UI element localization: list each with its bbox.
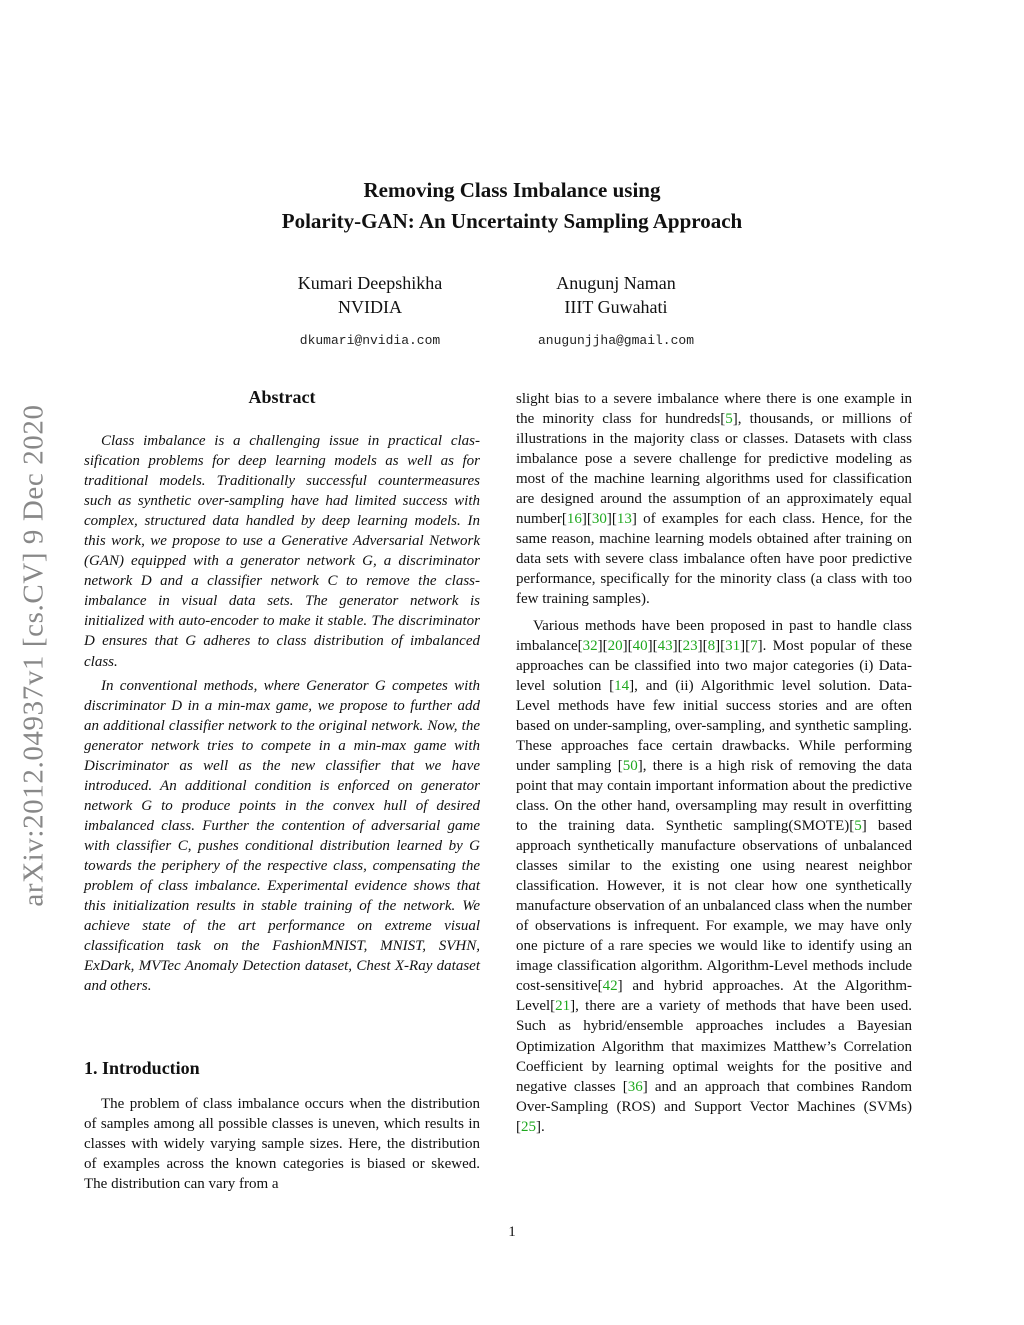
citation-link[interactable]: 25 bbox=[521, 1118, 536, 1135]
citation-link[interactable]: 40 bbox=[632, 637, 648, 654]
abstract-body bbox=[84, 431, 480, 996]
author-block-2 bbox=[486, 271, 746, 353]
author-name: Anugunj Naman bbox=[556, 273, 676, 293]
citation-link[interactable]: 13 bbox=[616, 511, 632, 528]
citation-link[interactable]: 50 bbox=[622, 757, 638, 774]
right-paragraph-2: Various methods have been proposed in past to handle class imbalance[32][20][40][43][23][8][31][7]. Most popular of these approaches can be classified into two major categories (i) Data-level solution [14], and (ii) Algorithmic level solution. Data-Level methods have few initial success stories and are often based on under-sampling, over-sampling, and synthetic sampling. These approaches face certain drawbacks. While performing under sampling [50], there is a high risk of removing the data point that may contain important information about the predictive class. On the other hand, oversampling may result in overfitting to the training data. Synthetic sampling(SMOTE)[5] based approach synthetically manufacture observations of unbalanced classes similar to the existing one using nearest neighbor classification. However, it is not clear how one synthetically manufacture observation of an unbalanced class when the number of observations is infrequent. For example, we may have only one picture of a rare species we would like to identify using an image classification algorithm. Algorithm-Level methods include cost-sensitive[42] and hybrid approaches. At the Algorithm-Level[21], there are a variety of methods that have been used. Such as hybrid/ensemble approaches includes a Bayesian Optimization Algorithm that maximizes Matthew’s Correlation Coefficient by learning optimal weights for the positive and negative classes [36] and an approach that combines Random Over-Sampling (ROS) and Support Vector Machines (SVMs)[25]. bbox=[516, 617, 912, 1135]
arxiv-stamp-text: arXiv:2012.04937v1 [cs.CV] 9 Dec 2020 bbox=[17, 403, 50, 907]
citation-link[interactable]: 43 bbox=[657, 637, 673, 654]
citation-link[interactable]: 16 bbox=[566, 511, 582, 528]
author-block-1 bbox=[240, 271, 500, 353]
title-line-2: Polarity-GAN: An Uncertainty Sampling Approach bbox=[281, 209, 743, 233]
citation-link[interactable]: 8 bbox=[707, 637, 716, 654]
citation-link[interactable]: 14 bbox=[614, 677, 630, 694]
citation-link[interactable]: 31 bbox=[725, 637, 741, 654]
right-column bbox=[516, 389, 912, 1137]
page-number: 1 bbox=[508, 1224, 516, 1240]
introduction-paragraph-1: The problem of class imbalance occurs when the distribution of samples among all possible classes is uneven, which results in classes with widely varying sample sizes. Here, the distribution of examples across the known categories is biased or skewed. The distribution can vary from a bbox=[84, 1096, 480, 1193]
title-line-1: Removing Class Imbalance using bbox=[363, 178, 661, 202]
citation-link[interactable]: 30 bbox=[591, 511, 607, 528]
author-email[interactable]: anugunjjha@gmail.com bbox=[537, 333, 695, 348]
arxiv-stamp bbox=[0, 355, 68, 955]
citation-link[interactable]: 7 bbox=[750, 637, 758, 654]
abstract-paragraph-1: Class imbalance is a challenging issue in practical classification problems for deep learning models as well as for traditional models. Traditionally successful countermeasures such as synthetic over-sampling have had limited success with complex, structured data handled by deep learning models. In this work, we propose to use a Generative Adversarial Network (GAN) equipped with a generator network G, a discriminator network D and a classifier network C to remove the class-imbalance in visual data sets. The generator network is initialized with auto-encoder to make it stable. The discriminator D ensures that G adheres to class distribution of imbalanced class. bbox=[84, 433, 480, 670]
abstract-paragraph-2: In conventional methods, where Generator G competes with discriminator D in a min-max game, we propose to further add an additional classifier network to the original network. Now, the generator network tries to compete in a min-max game with Discriminator as well as the new classifier that we have introduced. An additional condition is enforced on generator network G to produce points in the convex hull of desired imbalanced class. Further the contention of adversarial game with classifier C, pushes conditional distribution learned by G towards the periphery of the respective class, compensating the problem of class imbalance. Experimental evidence shows that this initialization results in stable training of the network. We achieve state of the art performance on extreme visual classification task on the FashionMNIST, MNIST, SVHN, ExDark, MVTec Anomaly Detection dataset, Chest X-Ray dataset and others. bbox=[84, 677, 480, 995]
paper-title bbox=[0, 175, 1024, 237]
introduction-heading: 1. Introduction bbox=[84, 1058, 200, 1078]
author-affiliation: IIIT Guwahati bbox=[564, 297, 668, 317]
author-affiliation: NVIDIA bbox=[338, 297, 402, 317]
citation-link[interactable]: 5 bbox=[854, 817, 862, 834]
citation-link[interactable]: 32 bbox=[582, 637, 598, 654]
author-name: Kumari Deepshikha bbox=[297, 273, 443, 293]
introduction-body bbox=[84, 1094, 480, 1194]
citation-link[interactable]: 21 bbox=[555, 998, 571, 1015]
citation-link[interactable]: 20 bbox=[607, 637, 623, 654]
citation-link[interactable]: 36 bbox=[627, 1078, 643, 1095]
abstract-heading: Abstract bbox=[248, 387, 316, 407]
citation-link[interactable]: 5 bbox=[725, 411, 733, 428]
citation-link[interactable]: 23 bbox=[682, 637, 698, 654]
author-email[interactable]: dkumari@nvidia.com bbox=[299, 333, 441, 348]
citation-link[interactable]: 42 bbox=[602, 978, 618, 995]
right-paragraph-1: slight bias to a severe imbalance where there is one example in the minority class for hundreds[5], thousands, or millions of illustrations in the majority class or classes. Datasets with class imbalance pose a severe challenge for predictive modeling as most of the machine learning algorithms used for classification are designed around the assumption of an approximately equal number[16][30][13] of examples for each class. Hence, for the same reason, machine learning models obtained after training on data sets with severe class imbalance often have poor predictive performance, specifically for the minority class (a class with too few training samples). bbox=[516, 391, 912, 608]
